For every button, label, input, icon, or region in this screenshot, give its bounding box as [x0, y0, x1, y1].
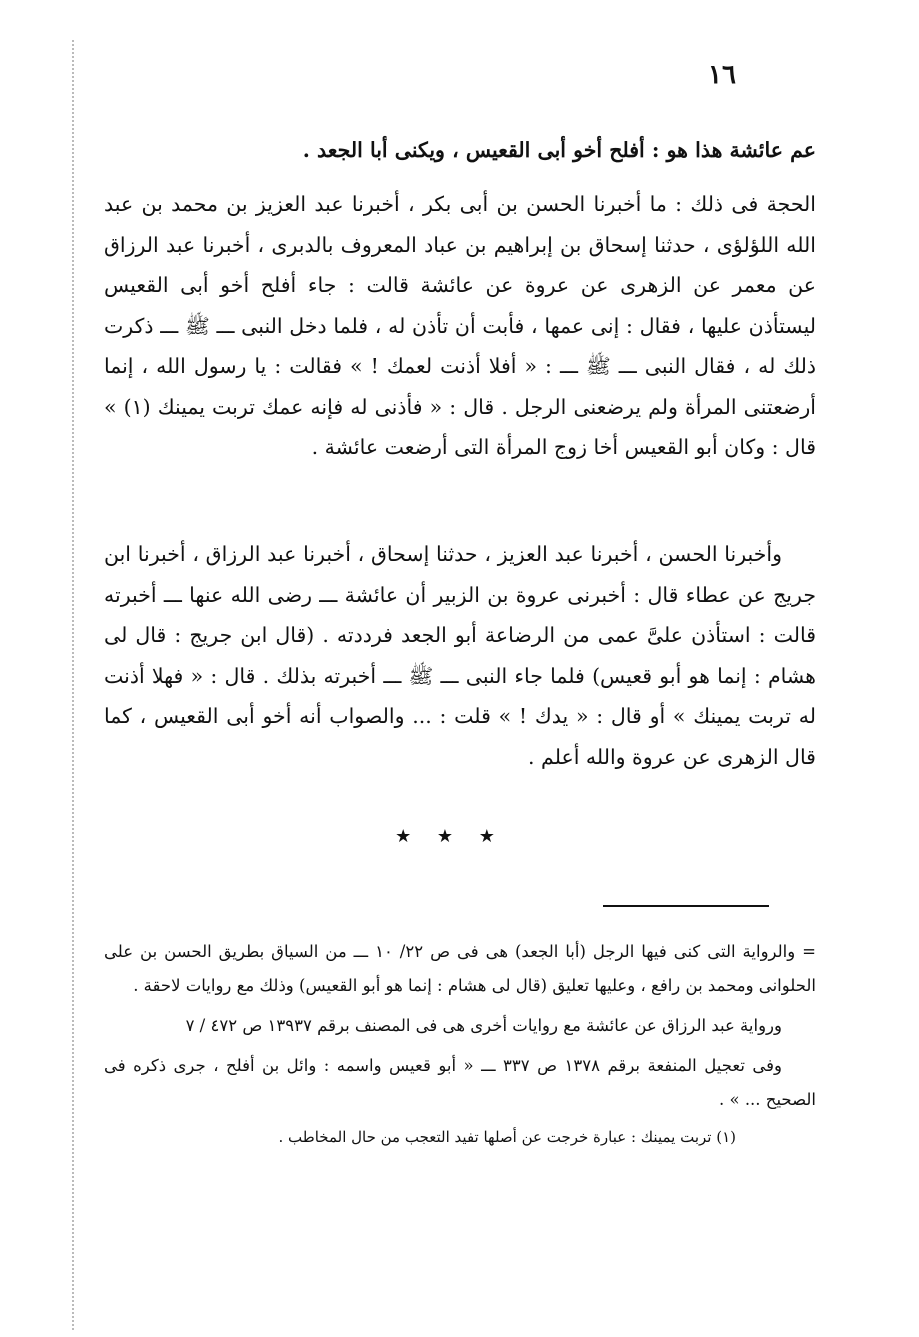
paragraph-intro: عم عائشة هذا هو : أفلح أخو أبى القعيس ، ويكنى أبا الجعد .: [302, 138, 816, 162]
page-edge-dots: [72, 40, 76, 1330]
paragraph-hadith-2: وأخبرنا الحسن ، أخبرنا عبد العزيز ، حدثنا إسحاق ، أخبرنا عبد الرزاق ، أخبرنا ابن جريج عن عطاء قال : أخبرنى عروة بن الزبير أن عائشة ـــ رضى الله عنها ـــ أخبرته قالت : استأذن علىَّ عمى من الرضاعة أبو الجعد فرددته . (قال ابن جريج : قال لى هشام : إنما هو أبو قعيس) فلما جاء النبى ـــ ﷺ ـــ أخبرته بذلك . قال : « فهلا أذنت له تربت يمينك » أو قال : « يدك ! » قلت : ... والصواب أنه أخو أبى القعيس ، كما قال الزهرى عن عروة والله أعلم .: [104, 542, 816, 769]
footnote-1: (١) تربت يمينك : عبارة خرجت عن أصلها تفيد التعجب من حال المخاطب .: [278, 1128, 736, 1146]
paragraph-hadith-1: الحجة فى ذلك : ما أخبرنا الحسن بن أبى بكر ، أخبرنا عبد العزيز بن محمد بن عبد الله اللؤلؤى ، حدثنا إسحاق بن إبراهيم بن عباد المعروف بالدبرى ، أخبرنا عبد الرزاق عن معمر عن الزهرى عن عروة عن عائشة قالت : جاء أفلح أخو أبى القعيس ليستأذن عليها ، فقال : إنى عمها ، فأبت أن تأذن له ، فلما دخل النبى ـــ ﷺ ـــ ذكرت ذلك له ، فقال النبى ـــ ﷺ ـــ : « أفلا أذنت لعمك ! » فقالت : يا رسول الله ، إنما أرضعتنى المرأة ولم يرضعنى الرجل . قال : « فأذنى له فإنه عمك تربت يمينك (١) » قال : وكان أبو القعيس أخا زوج المرأة التى أرضعت عائشة .: [104, 192, 816, 459]
footnote-continued: = والرواية التى كنى فيها الرجل (أبا الجعد) هى فى ص ٢٢/ ١٠ ـــ من السياق بطريق الحسن بن على الحلوانى ومحمد بن رافع ، وعليها تعليق (قال لى هشام : إنما هو أبو القعيس) وذلك مع روايات لاحقة .: [104, 942, 817, 995]
main-text-hadith-2: [104, 534, 816, 777]
section-separator-stars: ★ ★ ★: [395, 826, 505, 847]
main-text-hadith-1: [104, 184, 816, 468]
page-number: ١٦: [708, 60, 736, 90]
footnote-tajil: وفى تعجيل المنفعة برقم ١٣٧٨ ص ٣٣٧ ـــ « أبو قعيس واسمه : وائل بن أفلح ، جرى ذكره فى الصحيح ... » .: [104, 1056, 816, 1109]
footnotes: [104, 935, 816, 1157]
footnote-separator-rule: [603, 905, 769, 907]
footnote-riwaya: ورواية عبد الرزاق عن عائشة مع روايات أخرى هى فى المصنف برقم ١٣٩٣٧ ص ٤٧٢ / ٧: [185, 1016, 782, 1035]
main-text-intro: [104, 130, 816, 171]
